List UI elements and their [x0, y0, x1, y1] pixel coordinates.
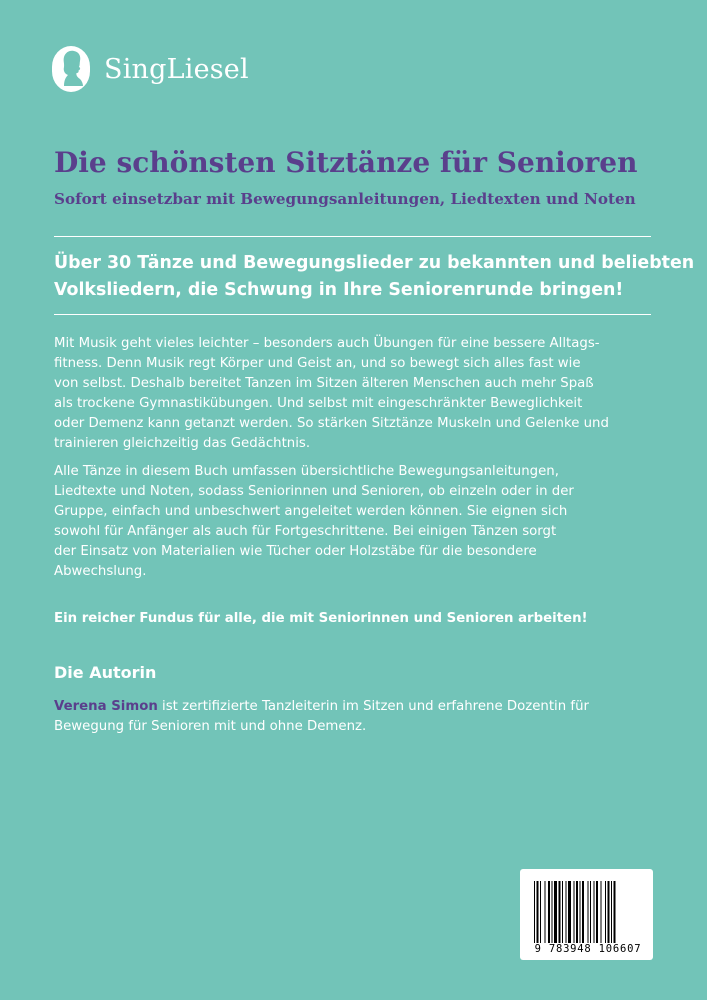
barcode-box	[520, 869, 653, 960]
closing-statement: Ein reicher Fundus für alle, die mit Seniorinnen und Senioren arbeiten!	[54, 611, 588, 626]
silhouette-icon	[52, 46, 90, 92]
isbn-number: 9 783948 106607	[534, 943, 642, 955]
barcode-bar	[596, 881, 598, 943]
brand-logo	[52, 44, 249, 94]
barcode-bar	[534, 881, 535, 943]
lead-line: Über 30 Tänze und Bewegungslieder zu bekannten und beliebten	[54, 253, 695, 273]
barcode-bar	[568, 881, 571, 943]
barcode-bar	[588, 881, 589, 943]
divider-bottom	[54, 314, 651, 315]
book-subtitle: Sofort einsetzbar mit Bewegungsanleitungen, Liedtexten und Noten	[54, 190, 636, 208]
divider-top	[54, 236, 651, 237]
text-line: Mit Musik geht vieles leichter – besonders auch Übungen für eine bessere Alltags-	[54, 336, 600, 351]
author-bio-line: Bewegung für Senioren mit und ohne Demenz.	[54, 718, 367, 734]
barcode-bar	[540, 881, 541, 943]
text-line: Abwechslung.	[54, 563, 147, 579]
barcode-bar	[590, 881, 591, 943]
text-line: fitness. Denn Musik regt Körper und Geist an, und so bewegt sich alles fast wie	[54, 355, 581, 371]
barcode-icon	[534, 881, 639, 943]
text-line: Alle Tänze in diesem Buch umfassen übersichtliche Bewegungsanleitungen,	[54, 464, 559, 479]
barcode-bar	[545, 881, 546, 943]
barcode-bar	[611, 881, 612, 943]
barcode-bar	[552, 881, 553, 943]
brand-name: SingLiesel	[104, 53, 249, 85]
text-line: der Einsatz von Materialien wie Tücher oder Holzstäbe für die besondere	[54, 543, 537, 559]
author-bio	[54, 697, 654, 737]
text-line: sowohl für Anfänger als auch für Fortgeschrittene. Bei einigen Tänzen sorgt	[54, 523, 557, 539]
barcode-bar	[548, 881, 550, 943]
barcode-bar	[594, 881, 595, 943]
text-line: oder Demenz kann getanzt werden. So stärken Sitztänze Muskeln und Gelenke und	[54, 415, 609, 431]
barcode-bar	[582, 881, 584, 943]
text-line: trainieren gleichzeitig das Gedächtnis.	[54, 435, 311, 451]
book-title: Die schönsten Sitztänze für Senioren	[54, 146, 638, 179]
barcode-bar	[566, 881, 567, 943]
text-line: Gruppe, einfach und unbeschwert angeleitet werden können. Sie eignen sich	[54, 503, 568, 519]
barcode-bar	[562, 881, 563, 943]
text-line: als trockene Gymnastikübungen. Und selbst mit eingeschränkter Beweglichkeit	[54, 395, 583, 411]
barcode-bar	[608, 881, 610, 943]
author-name: Verena Simon	[54, 699, 158, 714]
barcode-bar	[576, 881, 578, 943]
lead-line: Volksliedern, die Schwung in Ihre Seniorenrunde bringen!	[54, 280, 624, 300]
barcode-bar	[605, 881, 606, 943]
text-line: von selbst. Deshalb bereitet Tanzen im Sitzen älteren Menschen auch mehr Spaß	[54, 375, 594, 391]
description-paragraph-1	[54, 334, 654, 453]
lead-text	[54, 250, 695, 304]
barcode-bar	[574, 881, 575, 943]
barcode-bar	[614, 881, 616, 943]
description-paragraph-2	[54, 462, 654, 581]
barcode-bar	[554, 881, 557, 943]
barcode-bar	[537, 881, 539, 943]
barcode-bar	[559, 881, 561, 943]
author-bio-text: ist zertifizierte Tanzleiterin im Sitzen und erfahrene Dozentin für	[157, 699, 589, 714]
author-heading: Die Autorin	[54, 663, 157, 682]
barcode-bar	[580, 881, 581, 943]
barcode-bar	[601, 881, 602, 943]
author-bio-line	[54, 697, 654, 717]
text-line: Liedtexte und Noten, sodass Seniorinnen und Senioren, ob einzeln oder in der	[54, 483, 574, 499]
